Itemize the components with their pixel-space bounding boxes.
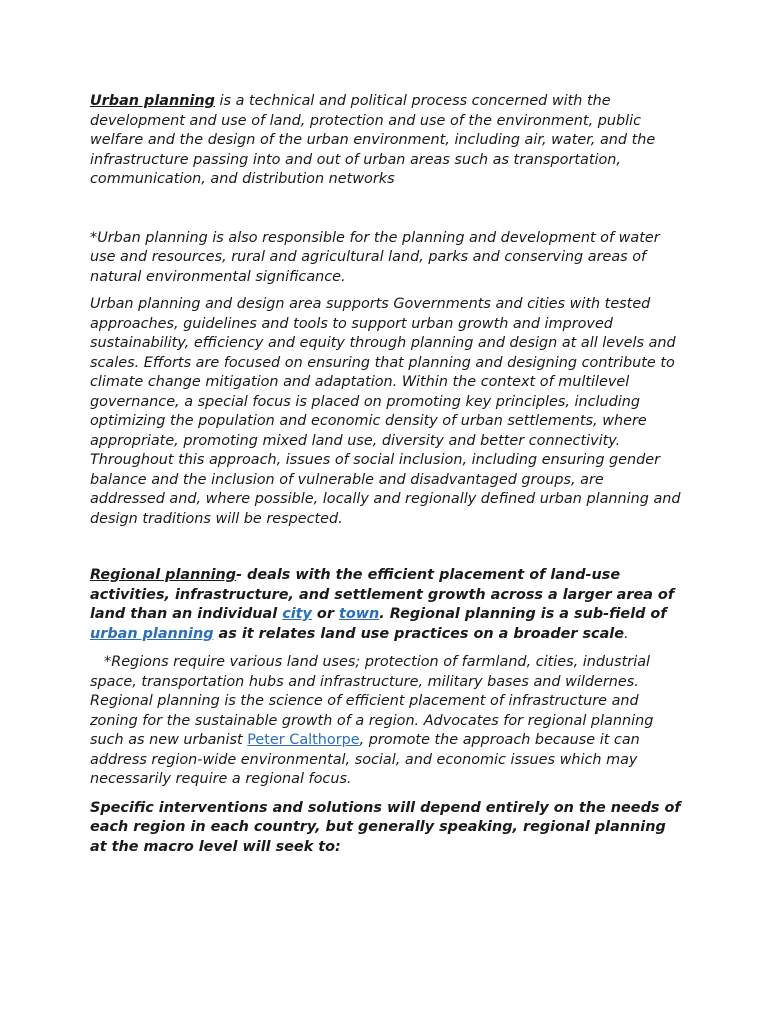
regions-require-text-a: *Regions require various land uses; protection of farmland, cities, industrial space, transportation hubs and infrastructure, military bases and wildernes. Regional planning is the science of efficient placement of infrastructure and zoning for the sustainable growth of a region. Advocates for regional planning such as new urbanist: [90, 654, 654, 748]
regional-planning-text-e: .: [624, 625, 629, 642]
urban-planning-design-area-text: Urban planning and design area supports Governments and cities with tested approaches, guidelines and tools to support urban growth and improved sustainability, efficiency and equity through planning and design at all levels and scales. Efforts are focused on ensuring that planning and designing contribute to climate change mitigation and adaptation. Within the context of multilevel governance, a special focus is placed on promoting key principles, including optimizing the population and economic density of urban settlements, where appropriate, promoting mixed land use, diversity and better connectivity. Throughout this approach, issues of social inclusion, including ensuring gender balance and the inclusion of vulnerable and disadvantaged groups, are addressed and, where possible, locally and regionally defined urban planning and design traditions will be respected.: [90, 296, 681, 527]
paragraph-urban-planning-design-area: [90, 295, 682, 529]
term-regional-planning: Regional planning: [90, 567, 237, 583]
document-page: [90, 92, 682, 857]
link-city[interactable]: city: [282, 606, 312, 622]
regional-planning-text-c: . Regional planning is a sub-field of: [379, 606, 667, 622]
regional-planning-text-b: or: [311, 606, 339, 622]
paragraph-regional-planning-definition: [90, 566, 682, 644]
paragraph-urban-planning-responsibilities: [90, 229, 682, 288]
urban-planning-definition-text: is a technical and political process concerned with the development and use of land, protection and use of the environment, public welfare and the design of the urban environment, including air, water, and the infrastructure passing into and out of urban areas such as transportation, communication, and distribution networks: [90, 93, 656, 187]
urban-planning-responsibilities-text: *Urban planning is also responsible for the planning and development of water use and resources, rural and agricultural land, parks and conserving areas of natural environmental significance.: [90, 229, 660, 285]
specific-interventions-text: Specific interventions and solutions will depend entirely on the needs of each region in each country, but generally speaking, regional planning at the macro level will seek to:: [90, 799, 681, 855]
link-peter-calthorpe[interactable]: Peter Calthorpe: [247, 732, 360, 748]
regional-planning-text-a: - deals with the efficient placement of land-use activities, infrastructure, and settlement growth across a larger area of land than an individual: [90, 567, 675, 622]
regional-planning-text-d: as it relates land use practices on a broader scale: [213, 625, 624, 642]
link-town[interactable]: town: [338, 606, 380, 622]
paragraph-urban-planning-definition: [90, 92, 682, 190]
term-urban-planning: Urban planning: [90, 93, 215, 109]
link-urban-planning[interactable]: urban planning: [90, 625, 214, 642]
paragraph-specific-interventions: [90, 799, 682, 858]
regions-require-text-b: , promote the approach because it can address region-wide environmental, social, and economic issues which may necessarily require a regional focus.: [90, 732, 640, 787]
paragraph-regions-require: [90, 653, 682, 790]
